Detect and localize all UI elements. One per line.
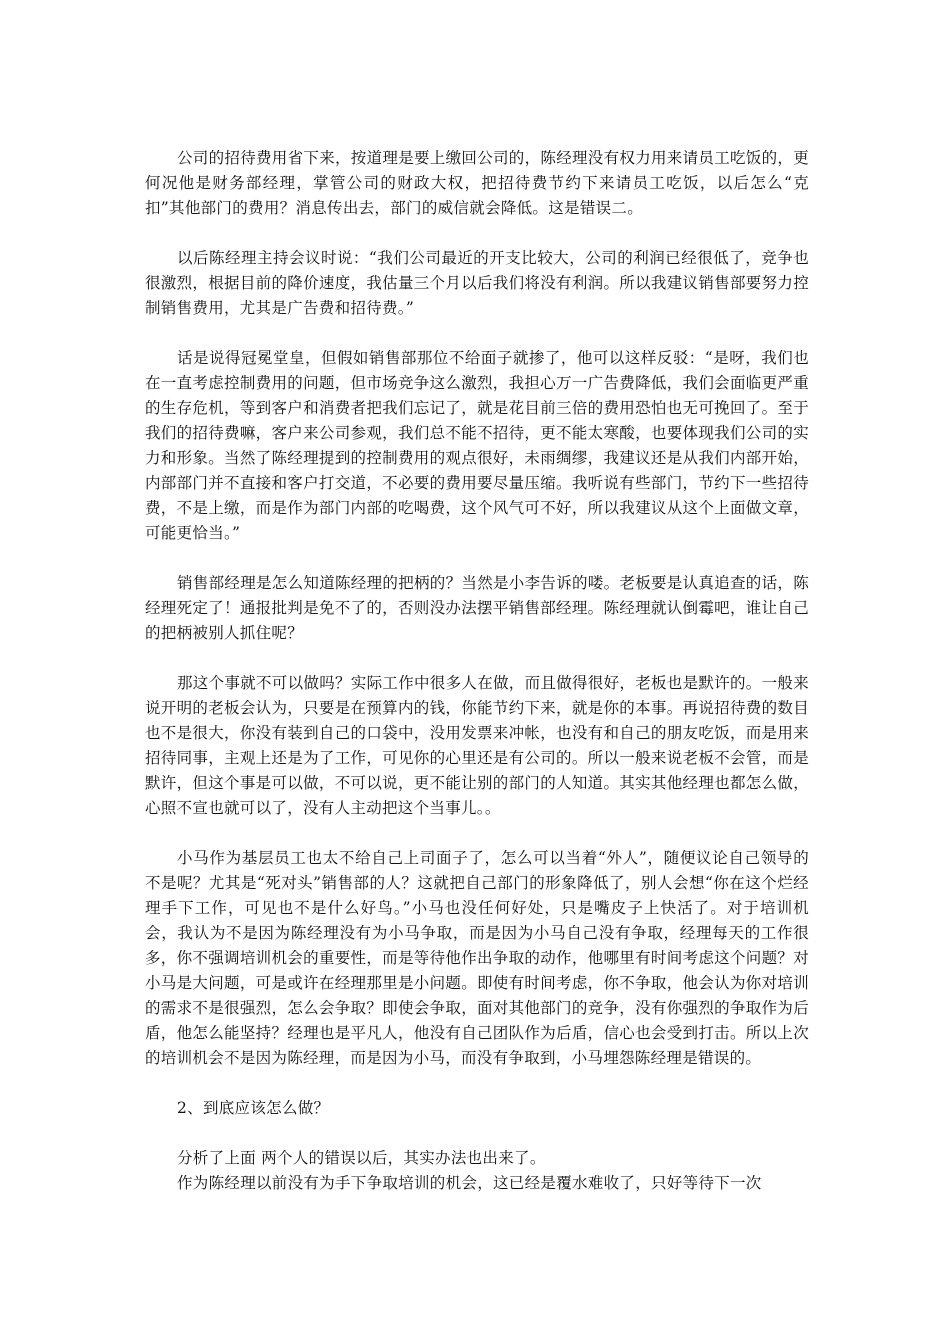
- document-body: [145, 146, 809, 1196]
- paragraph: 那这个事就不可以做吗？实际工作中很多人在做，而且做得很好，老板也是默许的。一般来说开明的老板会认为，只要是在预算内的钱，你能节约下来，就是你的本事。再说招待费的数目也不是很大，你没有装到自己的口袋中，没用发票来冲帐，也没有和自己的朋友吃饭，而是用来招待同事，主观上还是为了工作，可见你的心里还是有公司的。所以一般来说老板不会管，而是默许，但这个事是可以做，不可以说，更不能让别的部门的人知道。其实其他经理也都怎么做，心照不宣也就可以了，没有人主动把这个当事儿。。: [145, 674, 810, 817]
- paragraph: 销售部经理是怎么知道陈经理的把柄的？当然是小李告诉的喽。老板要是认真追查的话，陈经理死定了！通报批判是免不了的，否则没办法摆平销售部经理。陈经理就认倒霉吧，谁让自己的把柄被别人抓住呢？: [145, 574, 810, 642]
- paragraph: 分析了上面 两个人的错误以后，其实办法也出来了。: [177, 1149, 546, 1167]
- paragraph: 小马作为基层员工也太不给自己上司面子了，怎么可以当着“外人”，随便议论自己领导的不是呢？尤其是“死对头”销售部的人？这就把自己部门的形象降低了，别人会想“你在这个烂经理手下工作，可见也不是什么好鸟。”小马也没任何好处，只是嘴皮子上快活了。对于培训机会，我认为不是因为陈经理没有为小马争取，而是因为小马自己没有争取，经理每天的工作很多，你不强调培训机会的重要性，而是等待他作出争取的动作，他哪里有时间考虑这个问题？对小马是大问题，可是或许在经理那里是小问题。即使有时间考虑，你不争取，他会认为你对培训的需求不是很强烈，怎么会争取？即使会争取，面对其他部门的竞争，没有你强烈的争取作为后盾，他怎么能坚持？经理也是平凡人，他没有自己团队作为后盾，信心也会受到打击。所以上次的培训机会不是因为陈经理，而是因为小马，而没有争取到，小马埋怨陈经理是错误的。: [145, 849, 809, 1067]
- paragraph: 作为陈经理以前没有为手下争取培训的机会，这已经是覆水难收了，只好等待下一次: [177, 1174, 762, 1192]
- section-heading: 2、到底应该怎么做？: [177, 1099, 330, 1117]
- paragraph: 公司的招待费用省下来，按道理是要上缴回公司的，陈经理没有权力用来请员工吃饭的，更何况他是财务部经理，掌管公司的财政大权，把招待费节约下来请员工吃饭，以后怎么“克扣”其他部门的费用？消息传出去，部门的威信就会降低。这是错误二。: [145, 149, 810, 217]
- paragraph: 以后陈经理主持会议时说：“我们公司最近的开支比较大，公司的利润已经很低了，竞争也很激烈，根据目前的降价速度，我估量三个月以后我们将没有利润。所以我建议销售部要努力控制销售费用，尤其是广告费和招待费。”: [145, 249, 809, 317]
- paragraph: 话是说得冠冕堂皇，但假如销售部那位不给面子就掺了，他可以这样反驳：“是呀，我们也在一直考虑控制费用的问题，但市场竞争这么激烈，我担心万一广告费降低，我们会面临更严重的生存危机，等到客户和消费者把我们忘记了，就是花目前三倍的费用恐怕也无可挽回了。至于我们的招待费嘛，客户来公司参观，我们总不能不招待，更不能太寒酸，也要体现我们公司的实力和形象。当然了陈经理提到的控制费用的观点很好，未雨绸缪，我建议还是从我们内部开始，内部部门并不直接和客户打交道，不必要的费用要尽量压缩。我听说有些部门，节约下一些招待费，不是上缴，而是作为部门内部的吃喝费，这个风气可不好，所以我建议从这个上面做文章，可能更恰当。”: [145, 349, 809, 542]
